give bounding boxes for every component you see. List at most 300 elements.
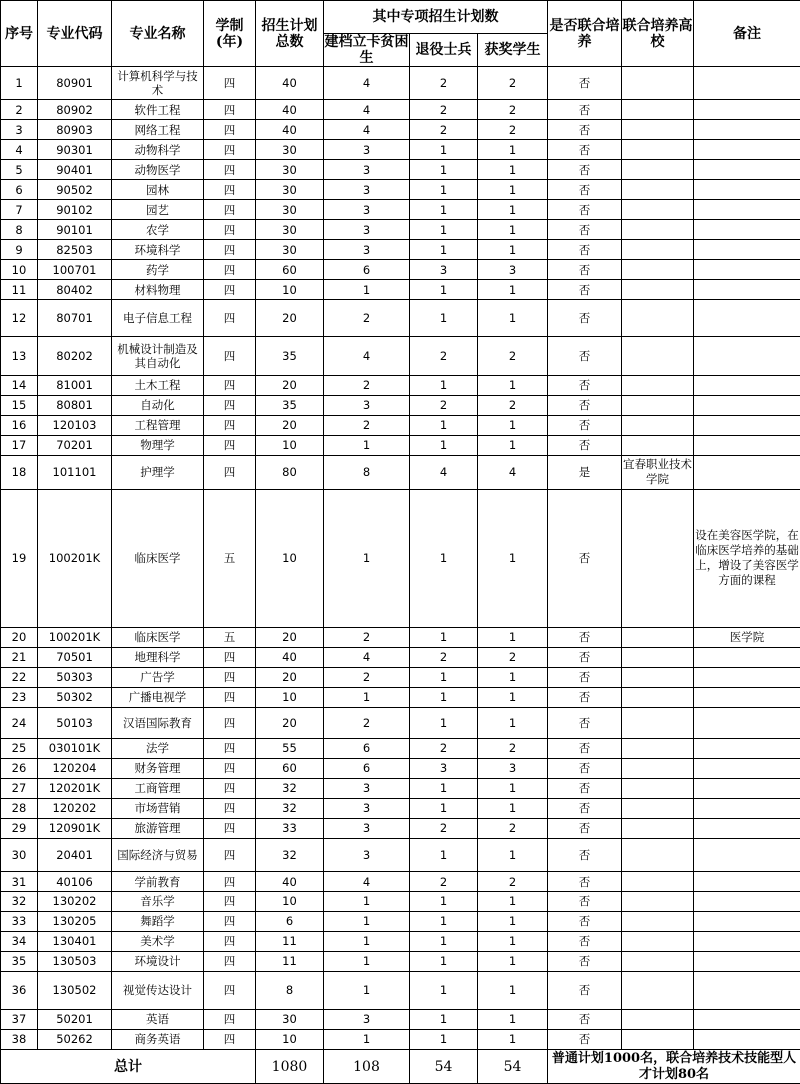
cell-partner	[622, 435, 694, 455]
cell-veteran: 1	[410, 435, 478, 455]
cell-years: 四	[204, 67, 256, 100]
cell-partner	[622, 300, 694, 337]
cell-remark	[694, 647, 800, 667]
cell-joint: 否	[548, 738, 622, 758]
cell-award: 1	[478, 778, 548, 798]
cell-years: 四	[204, 120, 256, 140]
cell-name: 临床医学	[112, 627, 204, 647]
cell-total: 30	[256, 240, 324, 260]
cell-partner	[622, 120, 694, 140]
cell-code: 80701	[38, 300, 112, 337]
cell-remark	[694, 160, 800, 180]
cell-seq: 14	[1, 375, 38, 395]
cell-name: 护理学	[112, 455, 204, 489]
cell-remark	[694, 300, 800, 337]
cell-veteran: 1	[410, 951, 478, 971]
cell-joint: 否	[548, 667, 622, 687]
cell-award: 1	[478, 951, 548, 971]
cell-award: 1	[478, 931, 548, 951]
total-label: 总计	[1, 1050, 256, 1084]
cell-name: 汉语国际教育	[112, 707, 204, 738]
cell-years: 四	[204, 818, 256, 838]
cell-poverty: 1	[324, 931, 410, 951]
cell-award: 1	[478, 798, 548, 818]
cell-years: 四	[204, 260, 256, 280]
cell-veteran: 4	[410, 455, 478, 489]
cell-seq: 35	[1, 951, 38, 971]
cell-code: 030101K	[38, 738, 112, 758]
cell-partner	[622, 490, 694, 628]
cell-code: 130202	[38, 892, 112, 912]
cell-award: 1	[478, 971, 548, 1009]
cell-code: 130401	[38, 931, 112, 951]
cell-poverty: 3	[324, 818, 410, 838]
cell-veteran: 2	[410, 336, 478, 375]
cell-seq: 19	[1, 490, 38, 628]
cell-code: 100701	[38, 260, 112, 280]
cell-name: 美术学	[112, 931, 204, 951]
cell-total: 20	[256, 375, 324, 395]
cell-partner	[622, 627, 694, 647]
cell-poverty: 1	[324, 951, 410, 971]
cell-partner	[622, 200, 694, 220]
cell-seq: 2	[1, 100, 38, 120]
cell-poverty: 3	[324, 140, 410, 160]
cell-award: 1	[478, 707, 548, 738]
cell-poverty: 2	[324, 627, 410, 647]
table-row	[1, 490, 800, 628]
cell-award: 2	[478, 738, 548, 758]
table-row	[1, 818, 800, 838]
cell-remark	[694, 240, 800, 260]
table-row	[1, 260, 800, 280]
cell-name: 视觉传达设计	[112, 971, 204, 1009]
cell-code: 90401	[38, 160, 112, 180]
cell-veteran: 1	[410, 180, 478, 200]
cell-years: 四	[204, 300, 256, 337]
cell-award: 1	[478, 490, 548, 628]
table-row	[1, 1029, 800, 1049]
cell-joint: 否	[548, 67, 622, 100]
cell-name: 电子信息工程	[112, 300, 204, 337]
cell-name: 环境设计	[112, 951, 204, 971]
cell-poverty: 3	[324, 778, 410, 798]
cell-veteran: 1	[410, 838, 478, 871]
cell-partner	[622, 100, 694, 120]
cell-award: 1	[478, 280, 548, 300]
cell-total: 10	[256, 435, 324, 455]
cell-remark	[694, 120, 800, 140]
cell-award: 3	[478, 260, 548, 280]
cell-joint: 否	[548, 490, 622, 628]
cell-poverty: 3	[324, 180, 410, 200]
cell-veteran: 2	[410, 818, 478, 838]
cell-seq: 37	[1, 1009, 38, 1029]
cell-remark	[694, 1029, 800, 1049]
cell-years: 四	[204, 687, 256, 707]
cell-partner	[622, 160, 694, 180]
cell-joint: 否	[548, 931, 622, 951]
cell-years: 四	[204, 911, 256, 931]
cell-poverty: 1	[324, 1029, 410, 1049]
cell-years: 四	[204, 951, 256, 971]
cell-seq: 1	[1, 67, 38, 100]
cell-years: 四	[204, 738, 256, 758]
cell-award: 3	[478, 758, 548, 778]
table-row	[1, 687, 800, 707]
cell-total: 30	[256, 140, 324, 160]
cell-veteran: 1	[410, 931, 478, 951]
cell-poverty: 3	[324, 395, 410, 415]
cell-partner	[622, 647, 694, 667]
cell-joint: 否	[548, 415, 622, 435]
cell-remark	[694, 798, 800, 818]
table-row	[1, 455, 800, 489]
total-note: 普通计划1000名，联合培养技术技能型人才计划80名	[548, 1050, 800, 1084]
cell-seq: 33	[1, 911, 38, 931]
cell-veteran: 2	[410, 738, 478, 758]
cell-award: 1	[478, 1009, 548, 1029]
cell-years: 四	[204, 336, 256, 375]
cell-joint: 否	[548, 240, 622, 260]
cell-award: 1	[478, 1029, 548, 1049]
cell-seq: 28	[1, 798, 38, 818]
cell-total: 30	[256, 220, 324, 240]
cell-years: 四	[204, 100, 256, 120]
cell-joint: 否	[548, 300, 622, 337]
cell-code: 90102	[38, 200, 112, 220]
cell-code: 90502	[38, 180, 112, 200]
cell-veteran: 2	[410, 100, 478, 120]
cell-years: 四	[204, 180, 256, 200]
cell-years: 四	[204, 160, 256, 180]
table-row	[1, 667, 800, 687]
cell-years: 四	[204, 872, 256, 892]
cell-poverty: 3	[324, 200, 410, 220]
table-row	[1, 300, 800, 337]
cell-veteran: 3	[410, 758, 478, 778]
cell-seq: 7	[1, 200, 38, 220]
cell-award: 2	[478, 100, 548, 120]
cell-total: 20	[256, 707, 324, 738]
table-body	[1, 67, 800, 1050]
table-row	[1, 120, 800, 140]
cell-remark	[694, 220, 800, 240]
cell-code: 81001	[38, 375, 112, 395]
cell-award: 2	[478, 818, 548, 838]
cell-joint: 否	[548, 707, 622, 738]
cell-partner	[622, 395, 694, 415]
cell-partner	[622, 931, 694, 951]
cell-total: 10	[256, 490, 324, 628]
cell-name: 药学	[112, 260, 204, 280]
cell-seq: 38	[1, 1029, 38, 1049]
total-plan: 1080	[256, 1050, 324, 1084]
cell-award: 1	[478, 200, 548, 220]
cell-code: 80903	[38, 120, 112, 140]
cell-poverty: 2	[324, 375, 410, 395]
cell-total: 20	[256, 627, 324, 647]
table-row	[1, 180, 800, 200]
cell-joint: 否	[548, 120, 622, 140]
cell-joint: 否	[548, 336, 622, 375]
cell-joint: 否	[548, 160, 622, 180]
table-row	[1, 798, 800, 818]
cell-award: 1	[478, 375, 548, 395]
cell-seq: 13	[1, 336, 38, 375]
cell-name: 地理科学	[112, 647, 204, 667]
cell-veteran: 1	[410, 280, 478, 300]
cell-award: 2	[478, 67, 548, 100]
header-joint: 是否联合培养	[548, 1, 622, 67]
cell-remark	[694, 67, 800, 100]
cell-name: 法学	[112, 738, 204, 758]
cell-total: 40	[256, 67, 324, 100]
cell-seq: 11	[1, 280, 38, 300]
cell-partner	[622, 738, 694, 758]
cell-code: 50302	[38, 687, 112, 707]
cell-code: 70501	[38, 647, 112, 667]
header-partner: 联合培养高校	[622, 1, 694, 67]
cell-partner	[622, 140, 694, 160]
cell-partner	[622, 892, 694, 912]
cell-total: 55	[256, 738, 324, 758]
cell-remark	[694, 455, 800, 489]
header-seq: 序号	[1, 1, 38, 67]
table-row	[1, 931, 800, 951]
cell-code: 120103	[38, 415, 112, 435]
cell-years: 四	[204, 1009, 256, 1029]
cell-joint: 否	[548, 100, 622, 120]
cell-partner	[622, 1009, 694, 1029]
table-row	[1, 395, 800, 415]
cell-veteran: 1	[410, 300, 478, 337]
cell-remark	[694, 1009, 800, 1029]
cell-code: 50262	[38, 1029, 112, 1049]
cell-poverty: 8	[324, 455, 410, 489]
cell-name: 音乐学	[112, 892, 204, 912]
cell-remark	[694, 818, 800, 838]
cell-code: 50303	[38, 667, 112, 687]
cell-poverty: 1	[324, 687, 410, 707]
cell-joint: 否	[548, 971, 622, 1009]
cell-years: 四	[204, 240, 256, 260]
cell-veteran: 1	[410, 1029, 478, 1049]
cell-veteran: 1	[410, 240, 478, 260]
cell-total: 6	[256, 911, 324, 931]
cell-code: 70201	[38, 435, 112, 455]
cell-partner	[622, 220, 694, 240]
cell-award: 1	[478, 180, 548, 200]
cell-code: 20401	[38, 838, 112, 871]
cell-name: 环境科学	[112, 240, 204, 260]
cell-remark	[694, 415, 800, 435]
cell-seq: 16	[1, 415, 38, 435]
cell-total: 80	[256, 455, 324, 489]
cell-veteran: 1	[410, 1009, 478, 1029]
cell-poverty: 1	[324, 971, 410, 1009]
cell-seq: 4	[1, 140, 38, 160]
cell-award: 1	[478, 220, 548, 240]
cell-code: 80402	[38, 280, 112, 300]
cell-name: 工程管理	[112, 415, 204, 435]
cell-seq: 5	[1, 160, 38, 180]
cell-award: 1	[478, 140, 548, 160]
table-row	[1, 838, 800, 871]
cell-seq: 29	[1, 818, 38, 838]
cell-award: 2	[478, 647, 548, 667]
cell-veteran: 1	[410, 415, 478, 435]
cell-total: 32	[256, 778, 324, 798]
cell-award: 1	[478, 627, 548, 647]
cell-award: 4	[478, 455, 548, 489]
cell-poverty: 4	[324, 336, 410, 375]
cell-veteran: 2	[410, 647, 478, 667]
cell-poverty: 4	[324, 67, 410, 100]
cell-poverty: 3	[324, 160, 410, 180]
cell-poverty: 4	[324, 872, 410, 892]
cell-name: 土木工程	[112, 375, 204, 395]
cell-poverty: 1	[324, 280, 410, 300]
cell-seq: 3	[1, 120, 38, 140]
table-row	[1, 415, 800, 435]
cell-poverty: 3	[324, 220, 410, 240]
cell-joint: 否	[548, 911, 622, 931]
cell-code: 82503	[38, 240, 112, 260]
cell-joint: 否	[548, 280, 622, 300]
cell-joint: 否	[548, 375, 622, 395]
cell-code: 120202	[38, 798, 112, 818]
table-row	[1, 435, 800, 455]
cell-years: 四	[204, 838, 256, 871]
table-row	[1, 911, 800, 931]
cell-remark	[694, 778, 800, 798]
cell-poverty: 6	[324, 260, 410, 280]
cell-name: 计算机科学与技术	[112, 67, 204, 100]
table-row	[1, 140, 800, 160]
cell-total: 8	[256, 971, 324, 1009]
cell-joint: 否	[548, 778, 622, 798]
cell-poverty: 3	[324, 1009, 410, 1029]
cell-name: 广告学	[112, 667, 204, 687]
cell-name: 英语	[112, 1009, 204, 1029]
cell-name: 国际经济与贸易	[112, 838, 204, 871]
header-remark: 备注	[694, 1, 800, 67]
table-row	[1, 758, 800, 778]
table-row	[1, 738, 800, 758]
cell-veteran: 1	[410, 971, 478, 1009]
cell-veteran: 3	[410, 260, 478, 280]
table-row	[1, 375, 800, 395]
cell-poverty: 3	[324, 838, 410, 871]
table-row	[1, 892, 800, 912]
header-years: 学制(年)	[204, 1, 256, 67]
cell-code: 40106	[38, 872, 112, 892]
cell-veteran: 2	[410, 395, 478, 415]
header-veteran: 退役士兵	[410, 34, 478, 67]
cell-years: 五	[204, 490, 256, 628]
table-header	[1, 1, 800, 67]
cell-years: 四	[204, 200, 256, 220]
cell-joint: 否	[548, 140, 622, 160]
cell-partner	[622, 951, 694, 971]
cell-partner	[622, 818, 694, 838]
cell-name: 学前教育	[112, 872, 204, 892]
cell-code: 90101	[38, 220, 112, 240]
cell-veteran: 1	[410, 140, 478, 160]
cell-code: 120901K	[38, 818, 112, 838]
cell-remark	[694, 336, 800, 375]
cell-remark	[694, 180, 800, 200]
cell-total: 32	[256, 838, 324, 871]
cell-years: 四	[204, 971, 256, 1009]
header-poverty: 建档立卡贫困生	[324, 34, 409, 66]
cell-remark	[694, 758, 800, 778]
cell-total: 10	[256, 892, 324, 912]
cell-remark	[694, 667, 800, 687]
table-row	[1, 280, 800, 300]
cell-name: 临床医学	[112, 490, 204, 628]
cell-years: 四	[204, 667, 256, 687]
cell-veteran: 1	[410, 490, 478, 628]
cell-award: 2	[478, 336, 548, 375]
header-total: 招生计划总数	[256, 1, 324, 67]
cell-joint: 否	[548, 435, 622, 455]
cell-partner	[622, 798, 694, 818]
cell-total: 11	[256, 951, 324, 971]
cell-veteran: 1	[410, 911, 478, 931]
table-row	[1, 160, 800, 180]
cell-partner	[622, 872, 694, 892]
cell-poverty: 3	[324, 798, 410, 818]
cell-name: 市场营销	[112, 798, 204, 818]
cell-remark	[694, 911, 800, 931]
cell-remark	[694, 931, 800, 951]
table-row	[1, 220, 800, 240]
cell-partner	[622, 1029, 694, 1049]
cell-poverty: 2	[324, 707, 410, 738]
cell-total: 30	[256, 1009, 324, 1029]
cell-years: 四	[204, 647, 256, 667]
cell-veteran: 1	[410, 778, 478, 798]
cell-name: 广播电视学	[112, 687, 204, 707]
table-row	[1, 778, 800, 798]
cell-joint: 否	[548, 180, 622, 200]
cell-seq: 32	[1, 892, 38, 912]
total-veteran: 54	[410, 1050, 478, 1084]
cell-name: 网络工程	[112, 120, 204, 140]
cell-veteran: 1	[410, 627, 478, 647]
cell-years: 五	[204, 627, 256, 647]
cell-seq: 34	[1, 931, 38, 951]
cell-joint: 否	[548, 395, 622, 415]
cell-seq: 25	[1, 738, 38, 758]
cell-remark	[694, 395, 800, 415]
cell-total: 20	[256, 415, 324, 435]
cell-poverty: 1	[324, 435, 410, 455]
cell-seq: 31	[1, 872, 38, 892]
cell-remark	[694, 971, 800, 1009]
cell-partner	[622, 687, 694, 707]
cell-total: 40	[256, 872, 324, 892]
cell-veteran: 1	[410, 707, 478, 738]
table-row	[1, 200, 800, 220]
cell-joint: 否	[548, 818, 622, 838]
table-row	[1, 951, 800, 971]
table-row	[1, 647, 800, 667]
cell-poverty: 2	[324, 415, 410, 435]
total-award: 54	[478, 1050, 548, 1084]
